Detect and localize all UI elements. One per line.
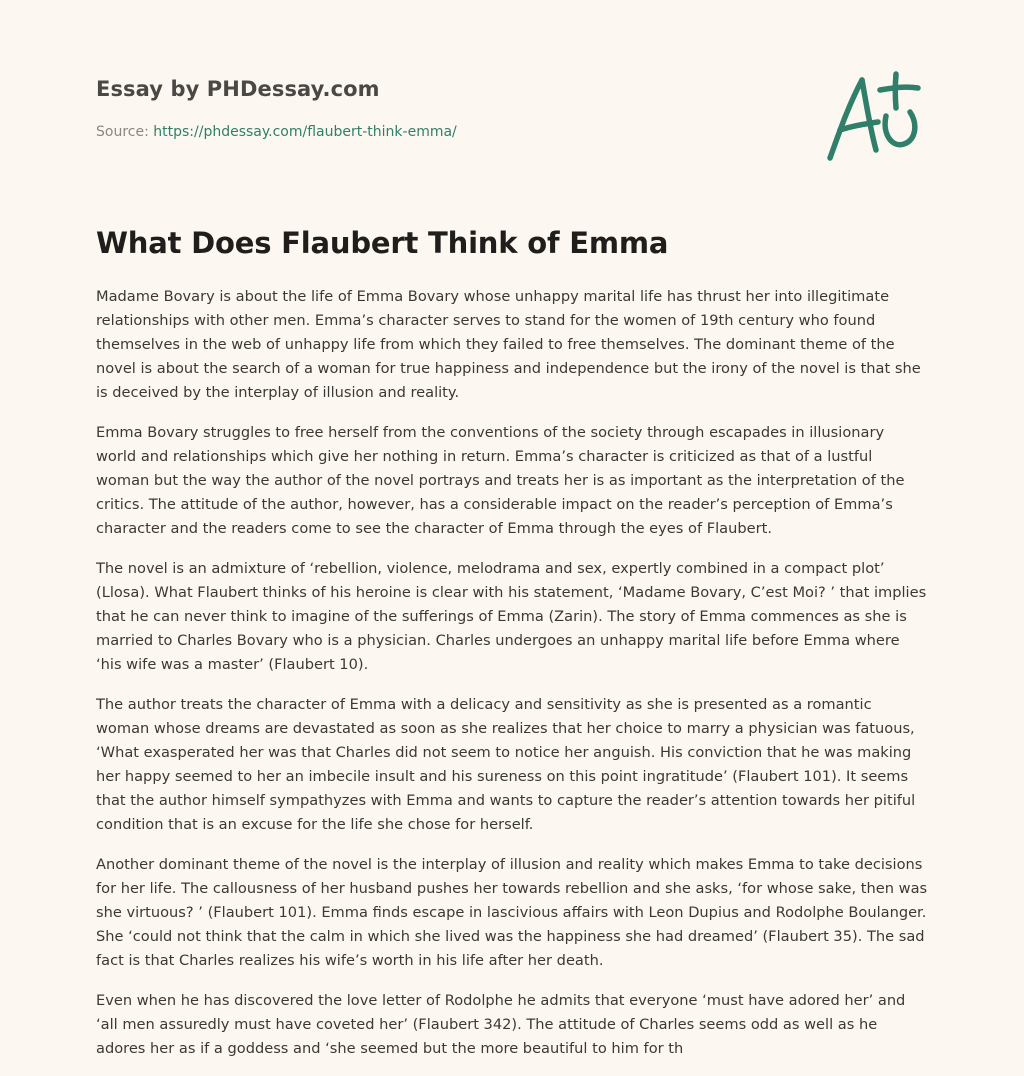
essay-paragraph: Another dominant theme of the novel is the interplay of illusion and reality which makes Emma to take decisions for her life. The callousness of her husband pushes her towards rebellion and she asks, ‘for whose sake, then was she virtuous? ’ (Flaubert 101). Emma finds escape in lascivious affairs with Leon Dupius and Rodolphe Boulanger. She ‘could not think that the calm in which she lived was the happiness she had dreamed’ (Flaubert 35). The sad fact is that Charles realizes his wife’s worth in his life after her death. [96, 856, 928, 969]
a-plus-grade-icon [820, 66, 930, 166]
essay-page [96, 0, 928, 1076]
essay-paragraph: Emma Bovary struggles to free herself from the conventions of the society through escapades in illusionary world and relationships which give her nothing in return. Emma’s character is criticized as that of a lustful woman but the way the author of the novel portrays and treats her is as important as the interpretation of the critics. The attitude of the author, however, has a considerable impact on the reader’s perception of Emma’s character and the readers come to see the character of Emma through the eyes of Flaubert. [96, 424, 905, 537]
essay-paragraph: Even when he has discovered the love letter of Rodolphe he admits that everyone ‘must have adored her’ and ‘all men assuredly must have coveted her’ (Flaubert 342). The attitude of Charles seems odd as well as he adores her as if a goddess and ‘she seemed but the more beautiful to him for th [96, 992, 906, 1057]
site-brand: Essay by PHDessay.com [96, 77, 380, 101]
source-label: Source: [96, 124, 154, 140]
essay-body [96, 285, 928, 1076]
source-line [96, 124, 457, 140]
essay-title: What Does Flaubert Think of Emma [96, 226, 669, 260]
essay-paragraph: The author treats the character of Emma with a delicacy and sensitivity as she is presented as a romantic woman whose dreams are devastated as soon as she realizes that her choice to marry a physician was fatuous, ‘What exasperated her was that Charles did not seem to notice her anguish. His conviction that he was making her happy seemed to her an imbecile insult and his sureness on this point ingratitude’ (Flaubert 101). It seems that the author himself sympathyzes with Emma and wants to capture the reader’s attention towards her pitiful condition that is an excuse for the life she chose for herself. [96, 696, 916, 833]
source-link[interactable]: https://phdessay.com/flaubert-think-emma/ [153, 124, 457, 140]
essay-paragraph: Madame Bovary is about the life of Emma Bovary whose unhappy marital life has thrust her into illegitimate relationships with other men. Emma’s character serves to stand for the women of 19th century who found themselves in the web of unhappy life from which they failed to free themselves. The dominant theme of the novel is about the search of a woman for true happiness and independence but the irony of the novel is that she is deceived by the interplay of illusion and reality. [96, 288, 921, 401]
essay-paragraph: The novel is an admixture of ‘rebellion, violence, melodrama and sex, expertly combined in a compact plot’ (Llosa). What Flaubert thinks of his heroine is clear with his statement, ‘Madame Bovary, C’est Moi? ’ that implies that he can never think to imagine of the sufferings of Emma (Zarin). The story of Emma commences as she is married to Charles Bovary who is a physician. Charles undergoes an unhappy marital life before Emma where ‘his wife was a master’ (Flaubert 10). [96, 560, 927, 673]
